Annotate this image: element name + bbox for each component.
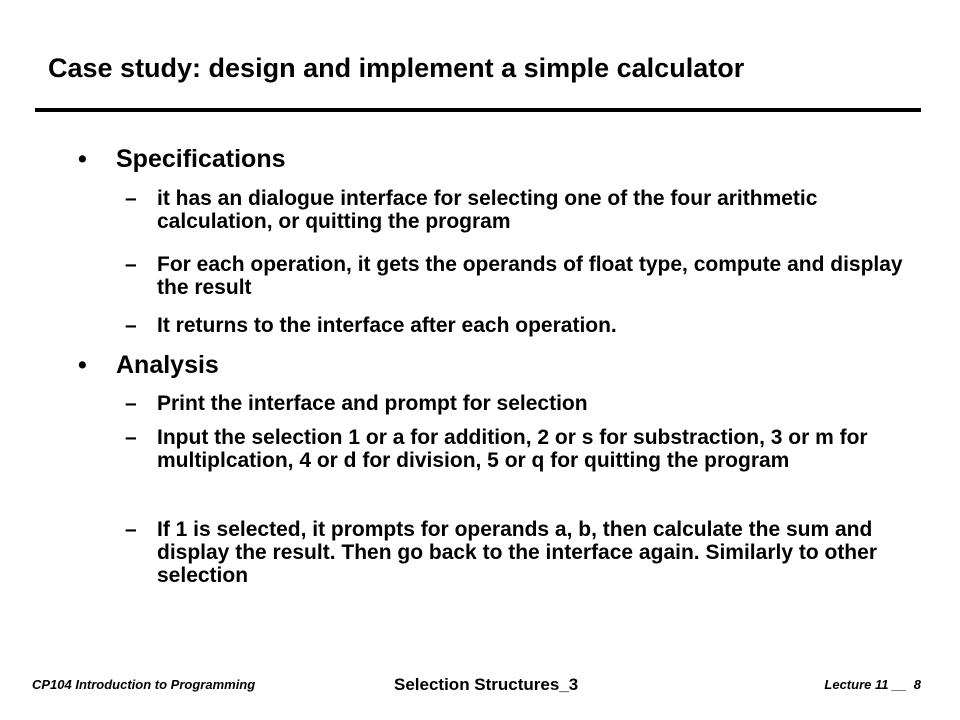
dash-icon: – — [125, 426, 137, 449]
dash-icon: – — [125, 518, 137, 541]
bullet-icon: • — [78, 351, 87, 379]
footer-course: CP104 Introduction to Programming — [32, 677, 256, 692]
analysis-item-3 — [125, 518, 915, 587]
spec-item-2-text: For each operation, it gets the operands of float type, compute and display the result — [157, 253, 903, 299]
section-specifications — [78, 143, 286, 175]
spec-item-3-text: It returns to the interface after each operation. — [157, 314, 617, 337]
dash-icon: – — [125, 253, 137, 276]
dash-icon: – — [125, 314, 137, 337]
section-heading-analysis: Analysis — [116, 351, 219, 379]
bullet-icon: • — [78, 145, 87, 173]
slide-title: Case study: design and implement a simple calculator — [48, 53, 745, 83]
analysis-item-2-text: Input the selection 1 or a for addition, 2 or s for substraction, 3 or m for multiplcation, 4 or d for division, 5 or q for quitting the program — [157, 426, 868, 472]
analysis-item-2 — [125, 426, 915, 472]
footer-topic: Selection Structures_3 — [394, 675, 579, 694]
analysis-item-3-text: If 1 is selected, it prompts for operands a, b, then calculate the sum and display the result. Then go back to the interface again. Similarly to other selection — [157, 518, 877, 587]
analysis-item-1 — [125, 392, 915, 415]
spec-item-1-text: it has an dialogue interface for selecting one of the four arithmetic calculation, or quitting the program — [157, 187, 818, 233]
section-analysis — [78, 349, 219, 381]
dash-icon: – — [125, 392, 137, 415]
spec-item-1 — [125, 187, 915, 233]
analysis-item-1-text: Print the interface and prompt for selection — [157, 392, 588, 415]
footer-lecture: Lecture 11 __ 8 — [824, 677, 921, 692]
spec-item-3 — [125, 314, 915, 337]
spec-item-2 — [125, 253, 915, 299]
dash-icon: – — [125, 187, 137, 210]
title-divider — [35, 108, 921, 112]
section-heading-specifications: Specifications — [116, 145, 286, 173]
